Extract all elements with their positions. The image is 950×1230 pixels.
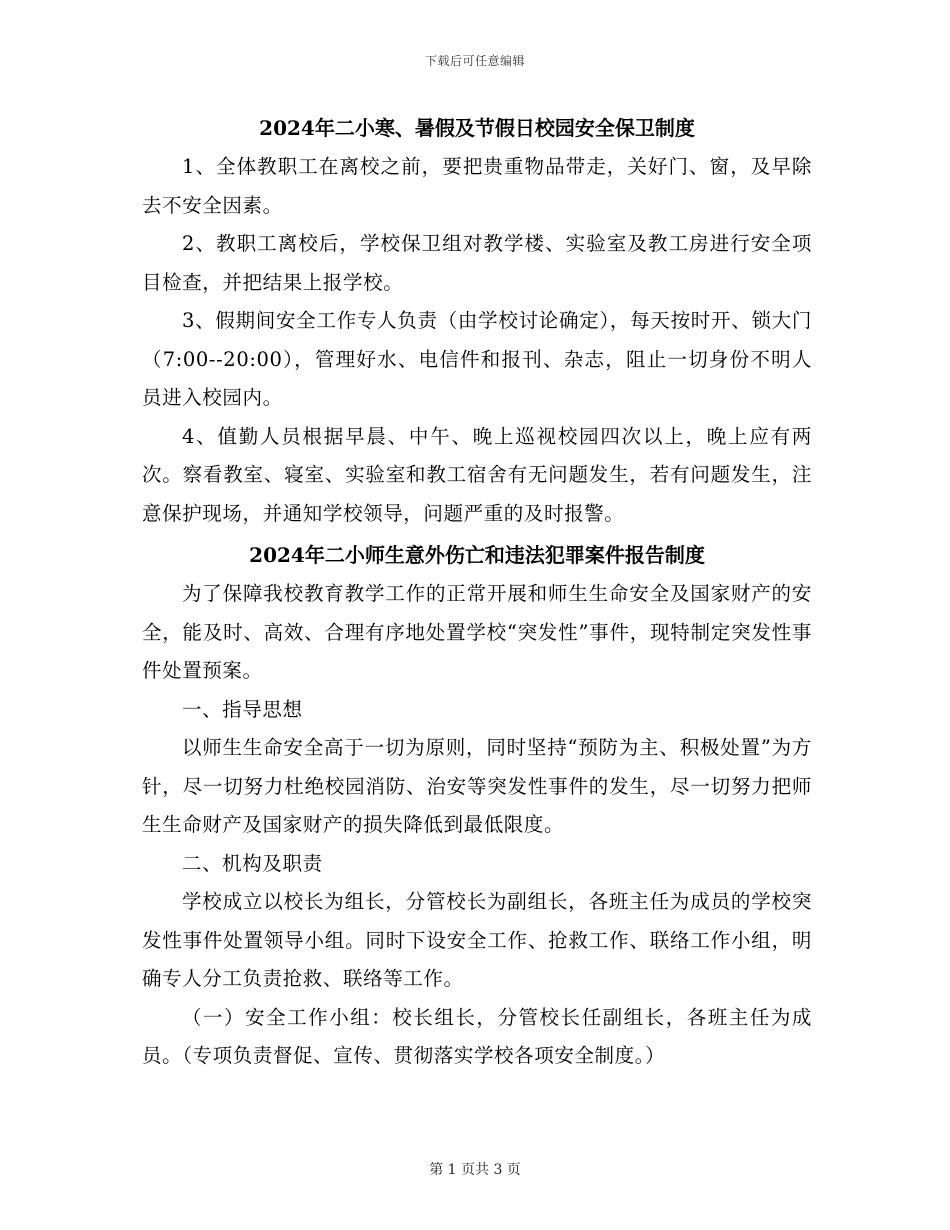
page-footer: 第 1 页共 3 页 <box>429 1162 521 1178</box>
section-title-incident-report: 2024年二小师生意外伤亡和违法犯罪案件报告制度 <box>249 543 705 567</box>
subheading-organization: 二、机构及职责 <box>181 851 323 875</box>
rule-paragraph: 4、值勤人员根据早晨、中午、晚上巡视校园四次以上，晚上应有两次。察看教室、寝室、实验室和教工宿舍有无问题发生，若有问题发生，注意保护现场，并通知学校领导，问题严重的及时报警。 <box>142 424 812 525</box>
rule-paragraph: 1、全体教职工在离校之前，要把贵重物品带走，关好门、窗，及早除去不安全因素。 <box>142 155 812 217</box>
document-body <box>142 108 812 1076</box>
body-paragraph: （一）安全工作小组：校长组长，分管校长任副组长，各班主任为成员。（专项负责督促、宣传、贯彻落实学校各项安全制度。） <box>142 1005 812 1067</box>
rule-paragraph: 3、假期间安全工作专人负责（由学校讨论确定），每天按时开、锁大门（7:00--20:00），管理好水、电信件和报刊、杂志，阻止一切身份不明人员进入校园内。 <box>142 309 812 409</box>
rule-paragraph: 2、教职工离校后，学校保卫组对教学楼、实验室及教工房进行安全项目检查，并把结果上报学校。 <box>142 232 812 294</box>
subheading-guiding-thought: 一、指导思想 <box>181 697 303 721</box>
body-paragraph: 以师生生命安全高于一切为原则，同时坚持“预防为主、积极处置”为方针，尽一切努力杜绝校园消防、治安等突发性事件的发生，尽一切努力把师生生命财产及国家财产的损失降低到最低限度。 <box>142 736 812 836</box>
body-paragraph: 学校成立以校长为组长，分管校长为副组长，各班主任为成员的学校突发性事件处置领导小组。同时下设安全工作、抢救工作、联络工作小组，明确专人分工负责抢救、联络等工作。 <box>142 890 812 990</box>
intro-paragraph: 为了保障我校教育教学工作的正常开展和师生生命安全及国家财产的安全，能及时、高效、合理有序地处置学校“突发性”事件，现特制定突发性事件处置预案。 <box>142 582 812 682</box>
section-title-security-rules: 2024年二小寒、暑假及节假日校园安全保卫制度 <box>259 116 695 140</box>
page-header: 下载后可任意编辑 <box>424 54 525 68</box>
